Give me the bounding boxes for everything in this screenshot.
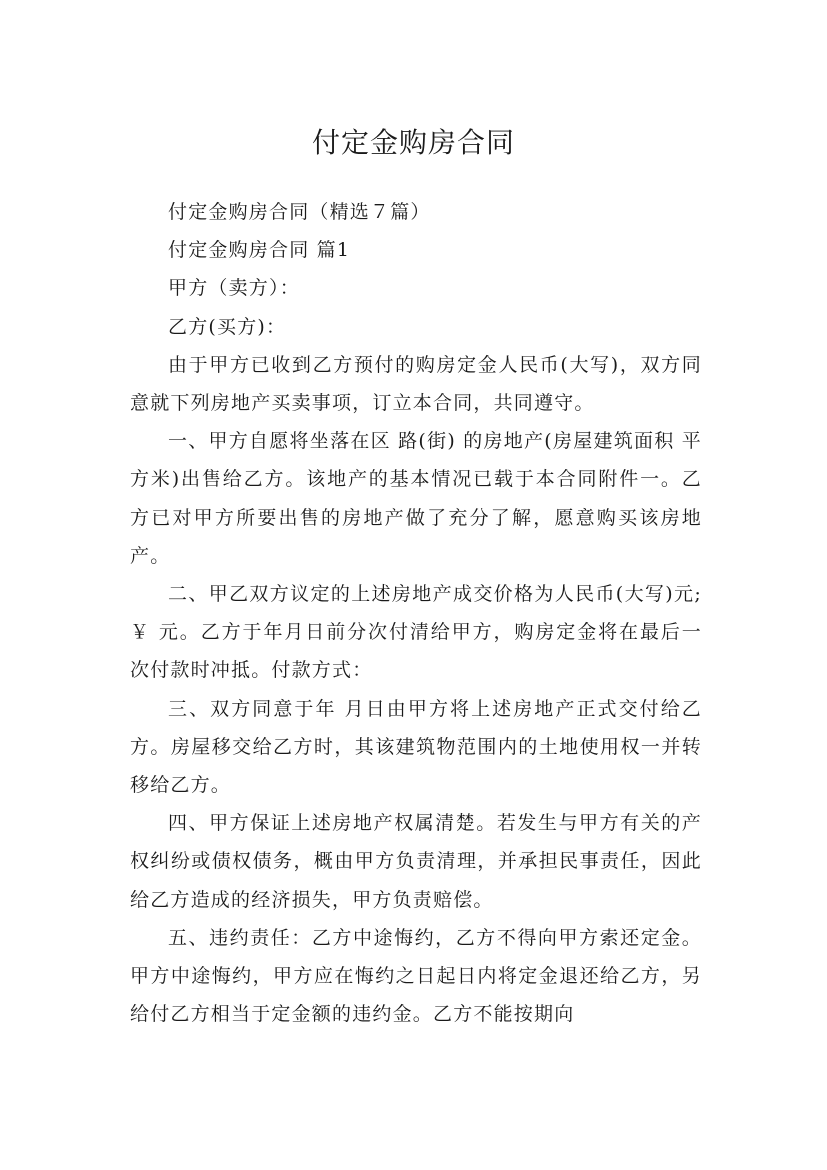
document-body bbox=[130, 193, 702, 1033]
paragraph-preamble: 由于甲方已收到乙方预付的购房定金人民币(大写)，双方同意就下列房地产买卖事项，订立本合同，共同遵守。 bbox=[130, 353, 702, 415]
paragraph-collection-heading: 付定金购房合同（精选７篇） bbox=[168, 201, 431, 223]
paragraph-clause-2: 二、甲乙双方议定的上述房地产成交价格为人民币(大写)元;￥ 元。乙方于年月日前分次付清给甲方，购房定金将在最后一次付款时冲抵。付款方式： bbox=[130, 583, 702, 682]
paragraph-party-b: 乙方(买方)： bbox=[168, 315, 287, 338]
paragraph-clause-5: 五、违约责任：乙方中途悔约，乙方不得向甲方索还定金。甲方中途悔约，甲方应在悔约之日起日内将定金退还给乙方，另给付乙方相当于定金额的违约金。乙方不能按期向 bbox=[130, 926, 702, 1026]
paragraph-clause-3: 三、双方同意于年 月日由甲方将上述房地产正式交付给乙方。房屋移交给乙方时，其该建筑物范围内的土地使用权一并转移给乙方。 bbox=[130, 697, 702, 797]
paragraph-clause-1: 一、甲方自愿将坐落在区 路(街) 的房地产(房屋建筑面积 平方米)出售给乙方。该地产的基本情况已载于本合同附件一。乙方已对甲方所要出售的房地产做了充分了解，愿意购买该房地产。 bbox=[130, 430, 702, 567]
document-title: 付定金购房合同 bbox=[311, 125, 515, 159]
paragraph-party-a: 甲方（卖方）： bbox=[168, 277, 300, 300]
paragraph-clause-4: 四、甲方保证上述房地产权属清楚。若发生与甲方有关的产权纠纷或债权债务，概由甲方负责清理，并承担民事责任，因此给乙方造成的经济损失，甲方负责赔偿。 bbox=[130, 812, 702, 911]
paragraph-article-heading: 付定金购房合同 篇1 bbox=[168, 239, 351, 262]
